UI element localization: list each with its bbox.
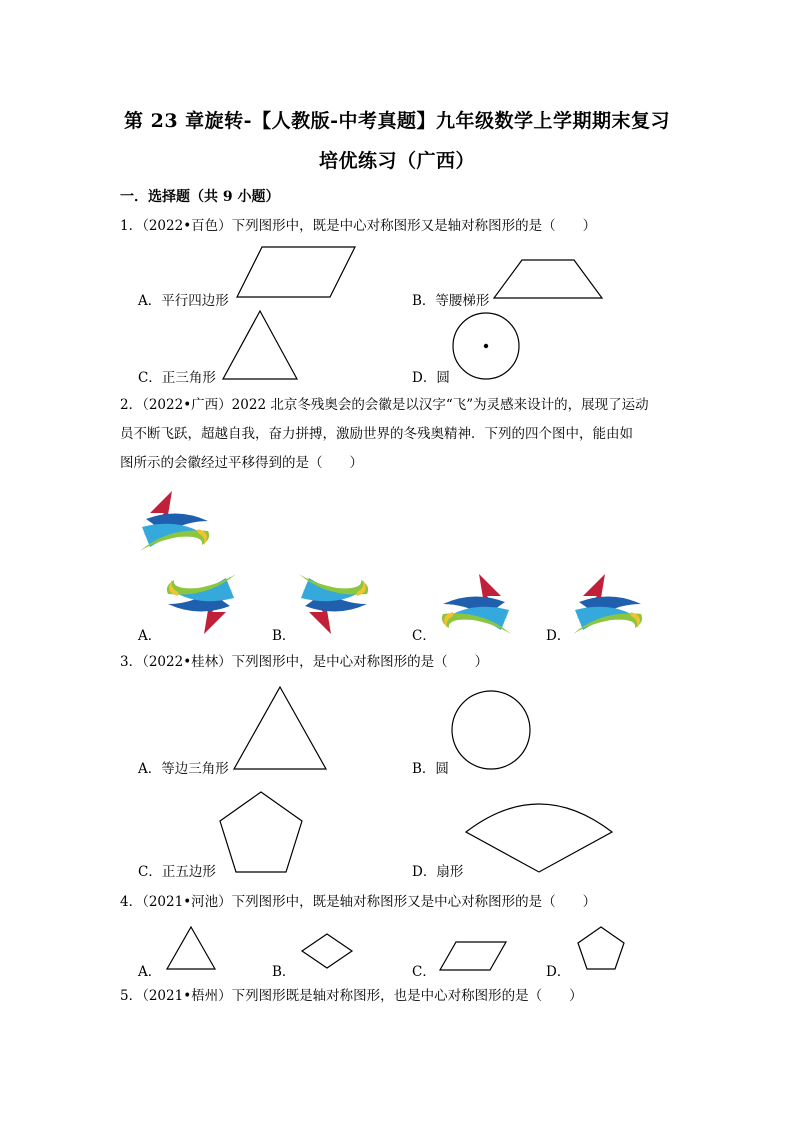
rhombus-figure [300, 932, 354, 970]
emblem-reference [138, 491, 214, 553]
question-2-line3: 图所示的会徽经过平移得到的是（ ） [120, 455, 363, 471]
question-5 [120, 982, 583, 1010]
regular-pentagon-figure [218, 790, 304, 874]
question-number: 2． [120, 397, 143, 413]
question-number: 3． [120, 654, 143, 670]
question-text: 下列图形中，既是中心对称图形又是轴对称图形的是（ ） [231, 218, 597, 234]
q1-option-d[interactable]: D．圆 [412, 370, 450, 386]
question-text: 下列图形中，既是轴对称图形又是中心对称图形的是（ ） [231, 894, 597, 910]
q4-option-a[interactable]: A． [138, 964, 162, 980]
q3-option-c[interactable]: C．正五边形 [138, 864, 216, 880]
emblem-option-a [162, 572, 238, 634]
emblem-option-b [297, 572, 373, 634]
q2-option-c[interactable]: C． [412, 628, 436, 644]
equilateral-triangle-figure [232, 685, 328, 771]
document-title-line1: 第 23 章旋转-【人教版-中考真题】九年级数学上学期期末复习 [124, 110, 670, 132]
question-2 [120, 391, 649, 419]
question-text: 下列图形中，是中心对称图形的是（ ） [231, 654, 489, 670]
question-source: （2022•桂林） [142, 654, 232, 670]
q2-option-a[interactable]: A． [138, 628, 162, 644]
question-2-line2: 员不断飞跃，超越自我，奋力拼搏，激励世界的冬残奥精神．下列的四个图中，能由如 [120, 426, 633, 442]
equilateral-triangle-figure [221, 309, 299, 381]
q1-option-b[interactable]: B．等腰梯形 [412, 293, 490, 309]
q2-option-d[interactable]: D． [546, 628, 571, 644]
q1-option-c[interactable]: C．正三角形 [138, 370, 216, 386]
parallelogram-figure [237, 245, 357, 300]
regular-pentagon-figure [576, 925, 626, 971]
circle-figure [450, 689, 532, 771]
question-number: 4． [120, 894, 143, 910]
isosceles-trapezoid-figure [494, 258, 604, 300]
question-source: （2022•百色） [142, 218, 232, 234]
q4-option-b[interactable]: B． [272, 964, 296, 980]
section-heading: 一．选择题（共 9 小题） [120, 189, 280, 205]
q3-option-a[interactable]: A．等边三角形 [138, 761, 229, 777]
parallelogram-figure [440, 940, 508, 972]
triangle-figure [165, 925, 217, 971]
emblem-option-c [437, 574, 513, 636]
sector-figure [464, 794, 614, 874]
q3-option-b[interactable]: B．圆 [412, 761, 449, 777]
question-text: 下列图形既是轴对称图形，也是中心对称图形的是（ ） [231, 988, 583, 1004]
question-source: （2021•河池） [142, 894, 232, 910]
question-4 [120, 888, 596, 916]
emblem-option-d [571, 574, 647, 636]
question-3 [120, 648, 488, 676]
question-source: （2021•梧州） [142, 988, 232, 1004]
question-text-line1: 2022 北京冬残奥会的会徽是以汉字“飞”为灵感来设计的，展现了运动 [231, 397, 649, 413]
q2-option-b[interactable]: B． [272, 628, 296, 644]
q4-option-d[interactable]: D． [546, 964, 571, 980]
q1-option-a[interactable]: A．平行四边形 [138, 293, 229, 309]
circle-figure [451, 311, 521, 381]
question-number: 1． [120, 218, 143, 234]
q3-option-d[interactable]: D．扇形 [412, 864, 464, 880]
q4-option-c[interactable]: C． [412, 964, 436, 980]
question-source: （2022•广西） [142, 397, 232, 413]
document-title-line2: 培优练习（广西） [318, 150, 475, 172]
question-number: 5． [120, 988, 143, 1004]
question-1 [120, 212, 596, 240]
